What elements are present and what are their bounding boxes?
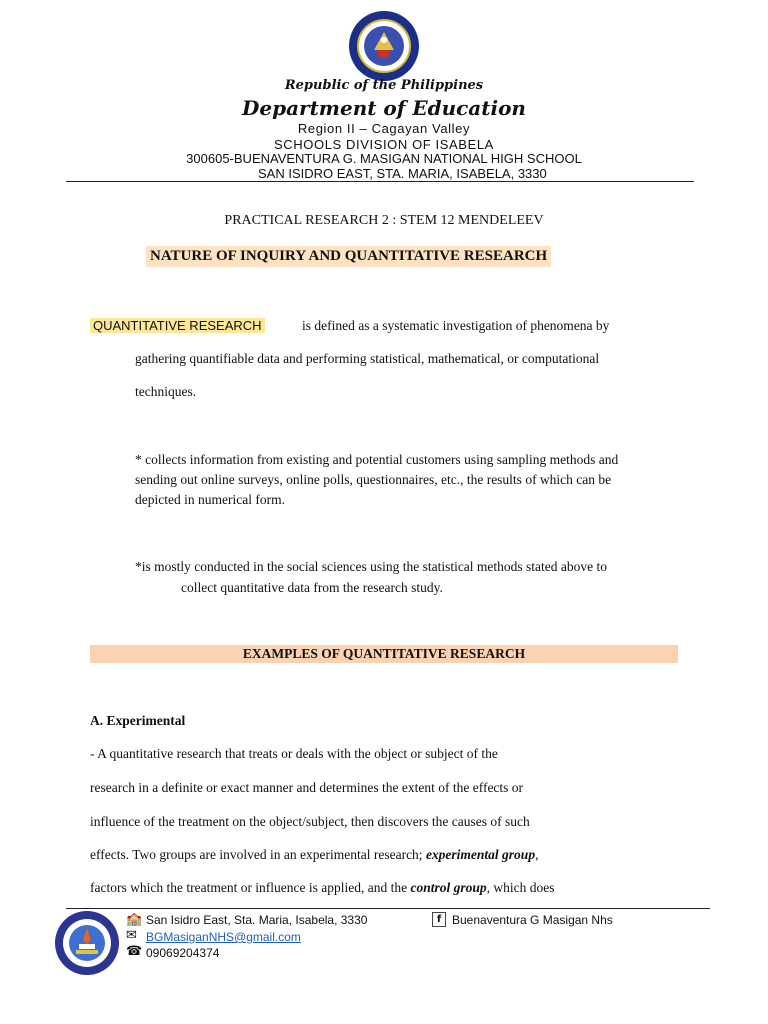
school-building-icon: 🏫: [126, 912, 143, 927]
experimental-group-term: experimental group: [425, 847, 536, 862]
course-title: PRACTICAL RESEARCH 2 : STEM 12 MENDELEEV: [224, 213, 544, 228]
department-heading: Department of Education: [242, 96, 526, 120]
footer-divider: [66, 908, 710, 909]
experimental-line-4: [90, 845, 538, 865]
school-seal-icon: [54, 910, 120, 976]
mail-icon: ✉: [126, 928, 137, 943]
experimental-line-5-post: , which does: [486, 880, 555, 895]
header-divider: [66, 181, 694, 182]
bullet-1-line-2: sending out online surveys, online polls, questionnaires, etc., the results of which can be: [135, 472, 612, 487]
definition-line-1: is defined as a systematic investigation of phenomena by: [302, 318, 610, 333]
bullet-2-line-1: *is mostly conducted in the social sciences using the statistical methods stated above to: [135, 559, 608, 574]
facebook-icon: f: [432, 912, 446, 927]
republic-heading: Republic of the Philippines: [284, 78, 484, 93]
division-line: SCHOOLS DIVISION OF ISABELA: [274, 137, 494, 152]
definition-line-3: techniques.: [135, 384, 197, 399]
deped-seal-icon: [348, 10, 420, 82]
footer-facebook[interactable]: Buenaventura G Masigan Nhs: [452, 913, 613, 927]
school-line: 300605-BUENAVENTURA G. MASIGAN NATIONAL HIGH SCHOOL: [186, 151, 582, 166]
highlighted-term: QUANTITATIVE RESEARCH: [90, 318, 265, 333]
control-group-term: control group: [410, 880, 487, 895]
bullet-2-line-2: collect quantitative data from the research study.: [181, 580, 443, 595]
footer-email-link[interactable]: BGMasiganNHS@gmail.com: [146, 930, 301, 944]
experimental-line-4-post: ,: [535, 847, 539, 862]
experimental-line-3: influence of the treatment on the object/subject, then discovers the causes of such: [90, 814, 530, 829]
experimental-line-5: [90, 878, 555, 898]
experimental-line-4-pre: effects. Two groups are involved in an experimental research;: [90, 847, 426, 862]
region-line: Region II – Cagayan Valley: [297, 121, 471, 136]
page-title: NATURE OF INQUIRY AND QUANTITATIVE RESEARCH: [146, 246, 551, 267]
experimental-line-1: - A quantitative research that treats or deals with the object or subject of the: [90, 746, 498, 761]
examples-heading: EXAMPLES OF QUANTITATIVE RESEARCH: [242, 646, 526, 661]
experimental-heading: A. Experimental: [90, 713, 186, 728]
bullet-1-line-3: depicted in numerical form.: [135, 492, 285, 507]
footer-phone: 09069204374: [146, 946, 220, 960]
definition-line-2: gathering quantifiable data and performing statistical, mathematical, or computational: [135, 351, 600, 366]
bullet-1-line-1: * collects information from existing and potential customers using sampling methods and: [135, 452, 619, 467]
experimental-line-2: research in a definite or exact manner and determines the extent of the effects or: [90, 780, 524, 795]
phone-icon: ☎: [126, 944, 143, 959]
footer-address: San Isidro East, Sta. Maria, Isabela, 3330: [146, 913, 368, 927]
school-address: SAN ISIDRO EAST, STA. MARIA, ISABELA, 3330: [258, 166, 547, 181]
experimental-line-5-pre: factors which the treatment or influence is applied, and the: [90, 880, 411, 895]
